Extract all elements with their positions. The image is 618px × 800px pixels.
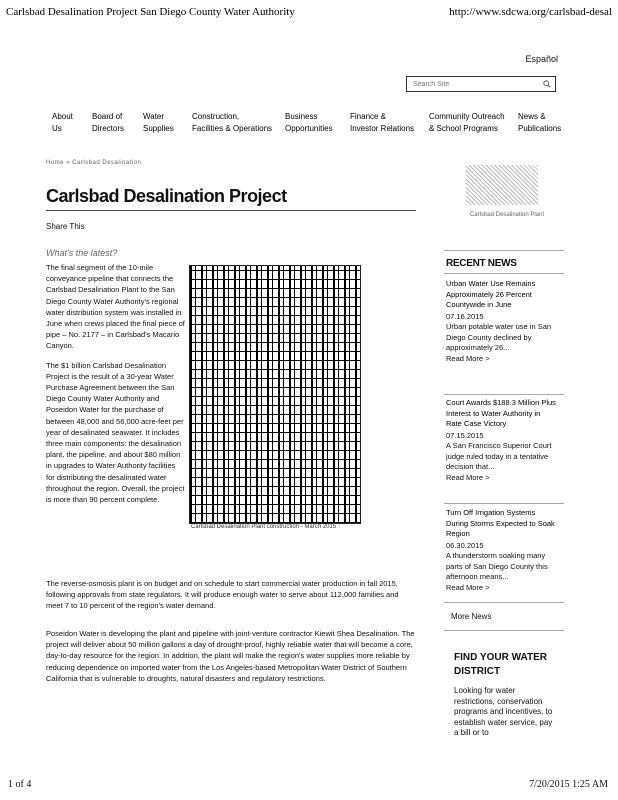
search-button[interactable]	[539, 77, 555, 91]
recent-news-title: RECENT NEWS	[446, 258, 517, 269]
news-date: 07.16.2015	[446, 311, 484, 321]
news-item	[446, 279, 556, 364]
search-box	[406, 76, 556, 92]
sidebar-divider	[444, 250, 564, 251]
sidebar-image[interactable]	[466, 165, 538, 205]
read-more-link[interactable]: Read More >	[446, 582, 490, 592]
nav-business-opportunities[interactable]: Business Opportunities	[285, 112, 333, 133]
page-title: Carlsbad Desalination Project	[46, 186, 287, 206]
nav-about-us[interactable]: About Us	[52, 112, 73, 133]
nav-community-outreach[interactable]: Community Outreach & School Programs	[429, 112, 505, 133]
body-paragraph-4: Poseidon Water is developing the plant and pipeline with joint-venture contractor Kiewit Shea Desalination. The project will deliver about 50 million gallons a day of drought-proof, highly reliable water that will become a core, day-to-day resource for the region. In addition, the plant will make the region's water supplies more reliable by reducing dependence on imported water from the Los Angeles-based Metropolitan Water District of Southern California that is vulnerable to droughts, natural disasters and regulatory restrictions.	[46, 629, 415, 683]
print-page-title: Carlsbad Desalination Project San Diego County Water Authority	[6, 6, 295, 18]
print-timestamp: 7/20/2015 1:25 AM	[529, 779, 608, 790]
nav-construction-facilities[interactable]: Construction, Facilities & Operations	[192, 112, 273, 133]
main-nav	[52, 111, 568, 139]
section-heading: What's the latest?	[46, 248, 118, 258]
nav-finance-investor-relations[interactable]: Finance & Investor Relations	[350, 112, 415, 133]
nav-news-publications[interactable]: News & Publications	[518, 112, 562, 133]
intro-paragraph-1: The final segment of the 10-mile conveyance pipeline that connects the Carlsbad Desalination Plant to the San Diego County Water Authority's regional water distribution system was installed in June when crews placed the final piece of pipe – No. 2177 – in Carlsbad's Macario Canyon.	[46, 263, 185, 351]
more-news-link[interactable]: More News	[451, 612, 492, 621]
search-icon	[543, 80, 551, 88]
news-item	[446, 398, 556, 483]
find-water-district-text: Looking for water restrictions, conservation programs and incentives, to establish water service, pay a bill or to	[454, 686, 553, 737]
nav-water-supplies[interactable]: Water Supplies	[143, 112, 174, 133]
read-more-link[interactable]: Read More >	[446, 472, 490, 482]
read-more-link[interactable]: Read More >	[446, 353, 490, 363]
photo-caption: Carlsbad Desalination Plant construction - March 2015	[191, 524, 337, 530]
print-page-url: http://www.sdcwa.org/carlsbad-desal	[449, 6, 612, 18]
desalination-plant-photo	[189, 265, 361, 524]
intro-text	[46, 262, 186, 513]
news-divider	[444, 503, 564, 504]
news-summary: A thunderstorm soaking many parts of San Diego County this afternoon means...	[446, 551, 548, 581]
title-divider	[46, 210, 416, 211]
share-link[interactable]: Share This	[46, 222, 85, 231]
sidebar-image-caption: Carlsbad Desalination Plant	[469, 212, 545, 218]
news-item	[446, 508, 556, 593]
nav-board-of-directors[interactable]: Board of Directors	[92, 112, 125, 133]
news-summary: Urban potable water use in San Diego County declined by approximately 26...	[446, 322, 552, 352]
body-paragraph-3: The reverse-osmosis plant is on budget and on schedule to start commercial water production in fall 2015, following approvals from state regulators. It will produce enough water to serve about 112,000 families and meet 7 to 10 percent of the region's water demand.	[46, 579, 399, 611]
find-water-district-title: FIND YOUR WATER DISTRICT	[454, 652, 547, 677]
news-summary: A San Francisco Superior Court judge ruled today in a tentative decision that...	[446, 441, 552, 471]
news-headline[interactable]: Court Awards $188.3 Million Plus Interest to Water Authority in Rate Case Victory	[446, 398, 556, 428]
recent-news-divider	[444, 273, 564, 274]
news-divider	[444, 394, 564, 395]
news-headline[interactable]: Turn Off Irrigation Systems During Storms Expected to Soak Region	[446, 508, 555, 538]
language-link[interactable]: Español	[525, 54, 558, 64]
breadcrumb[interactable]: Home » Carlsbad Desalination	[46, 160, 142, 166]
news-date: 07.15.2015	[446, 430, 484, 440]
news-divider	[444, 602, 564, 603]
sidebar-divider	[444, 630, 564, 631]
news-headline[interactable]: Urban Water Use Remains Approximately 26 Percent Countywide in June	[446, 279, 536, 309]
news-date: 06.30.2015	[446, 540, 484, 550]
intro-paragraph-2: The $1 billion Carlsbad Desalination Project is the result of a 30-year Water Purchase Agreement between the San Diego County Water Authority and Poseidon Water for the purchase of between 48,000 and 56,000 acre-feet per year of desalinated seawater. It includes three main components: the desalination plant, the pipeline, and about $80 million in upgrades to Water Authority facilities for distributing the desalinated water throughout the region. Overall, the project is more than 90 percent complete.	[46, 360, 185, 505]
print-header	[6, 6, 612, 22]
search-input[interactable]	[413, 81, 533, 88]
page-number: 1 of 4	[8, 779, 32, 790]
